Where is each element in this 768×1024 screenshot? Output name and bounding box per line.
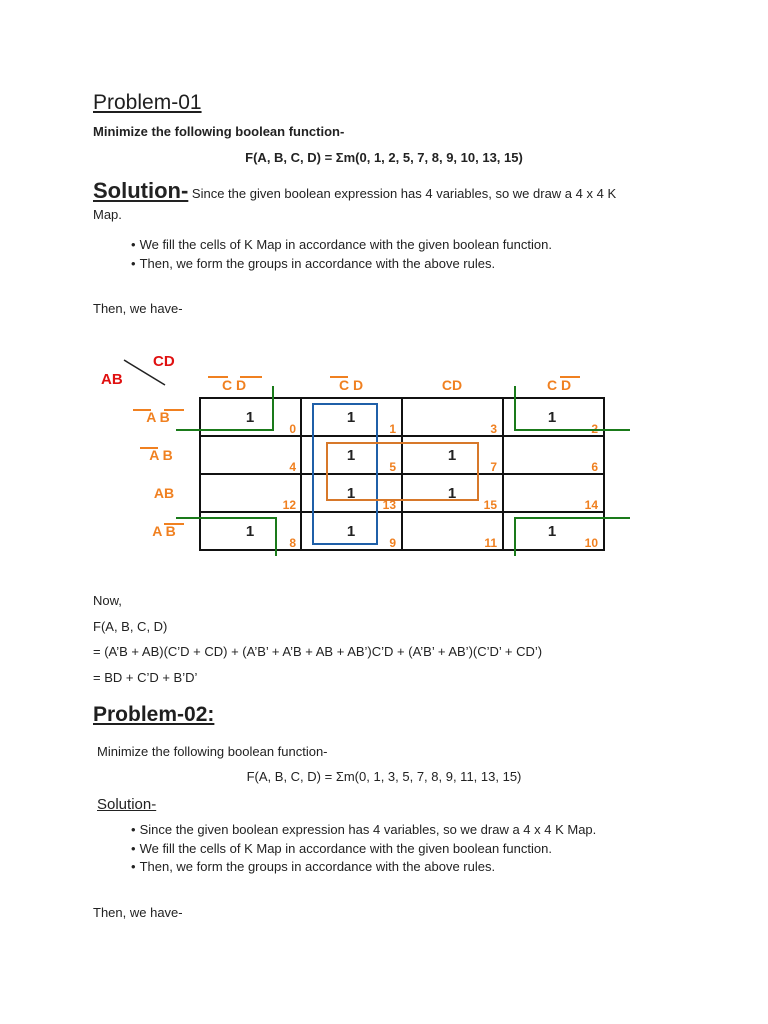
problem2-solution-heading: Solution- bbox=[97, 796, 157, 813]
kmap-cell-number: 9 bbox=[389, 536, 396, 550]
problem2-function: F(A, B, C, D) = Σm(0, 1, 3, 5, 7, 8, 9, 11, 13, 15) bbox=[246, 769, 522, 784]
kmap-col-header: C D bbox=[338, 377, 364, 393]
kmap-cell-number: 13 bbox=[382, 498, 396, 512]
kmap-cell-number: 1 bbox=[389, 422, 396, 436]
problem2-subtitle: Minimize the following boolean function- bbox=[97, 744, 328, 759]
kmap-corner-left: AB bbox=[101, 371, 123, 388]
problem1-then: Then, we have- bbox=[93, 301, 183, 316]
kmap-cell-number: 15 bbox=[483, 498, 497, 512]
problem1-solution-text: Since the given boolean expression has 4 variables, so we draw a 4 x 4 K bbox=[188, 186, 617, 201]
problem1-subtitle: Minimize the following boolean function- bbox=[93, 124, 345, 139]
kmap-one: 1 bbox=[547, 523, 557, 540]
problem1-solution bbox=[93, 178, 673, 203]
problem1-function: F(A, B, C, D) = Σm(0, 1, 2, 5, 7, 8, 9, 10, 13, 15) bbox=[245, 150, 523, 165]
kmap-col-header: C D bbox=[221, 377, 247, 393]
kmap-one: 1 bbox=[447, 485, 457, 502]
kmap-one: 1 bbox=[346, 523, 356, 540]
problem2-then: Then, we have- bbox=[93, 905, 183, 920]
kmap-one: 1 bbox=[346, 485, 356, 502]
kmap-cell-number: 4 bbox=[289, 460, 296, 474]
kmap-one: 1 bbox=[346, 409, 356, 426]
problem1-solution-text-cont: Map. bbox=[93, 207, 122, 222]
kmap-cell-number: 10 bbox=[584, 536, 598, 550]
problem1-eq3: = BD + C’D + B’D’ bbox=[93, 670, 198, 685]
list-item: • We fill the cells of K Map in accordance with the given boolean function. bbox=[131, 840, 596, 859]
kmap-cell-number: 11 bbox=[484, 536, 497, 550]
kmap-one: 1 bbox=[447, 447, 457, 464]
kmap-cell-number: 2 bbox=[591, 422, 598, 436]
problem1-solution-heading: Solution- bbox=[93, 178, 189, 203]
kmap-col-header: C D bbox=[546, 377, 572, 393]
list-item: • Then, we form the groups in accordance with the above rules. bbox=[131, 255, 552, 274]
problem1-now: Now, bbox=[93, 593, 122, 608]
problem2-title: Problem-02: bbox=[93, 703, 215, 726]
list-item: • We fill the cells of K Map in accordance with the given boolean function. bbox=[131, 236, 552, 255]
kmap-cell-number: 3 bbox=[490, 422, 497, 436]
kmap-one: 1 bbox=[547, 409, 557, 426]
kmap-row-header: A B bbox=[146, 409, 170, 425]
kmap-cell-number: 14 bbox=[584, 498, 598, 512]
kmap-row-header: A B bbox=[152, 523, 176, 539]
kmap-cell-number: 0 bbox=[289, 422, 296, 436]
kmap-row-header: A B bbox=[149, 447, 173, 463]
kmap-row-header: AB bbox=[153, 485, 175, 501]
kmap-diagram bbox=[90, 345, 650, 560]
kmap-one: 1 bbox=[245, 409, 255, 426]
kmap-cell-number: 12 bbox=[282, 498, 296, 512]
kmap-cell-number: 7 bbox=[490, 460, 497, 474]
list-item: • Then, we form the groups in accordance with the above rules. bbox=[131, 858, 596, 877]
problem1-bullets bbox=[131, 236, 552, 273]
problem1-eq2: = (A’B + AB)(C’D + CD) + (A’B’ + A’B + AB + AB’)C’D + (A’B’ + AB’)(C’D’ + CD’) bbox=[93, 644, 543, 659]
kmap-cell-number: 6 bbox=[591, 460, 598, 474]
kmap-cell-number: 8 bbox=[289, 536, 296, 550]
problem1-title: Problem-01 bbox=[93, 91, 202, 114]
list-item: • Since the given boolean expression has 4 variables, so we draw a 4 x 4 K Map. bbox=[131, 821, 596, 840]
kmap-corner-top: CD bbox=[153, 353, 175, 370]
problem2-bullets bbox=[131, 821, 596, 877]
kmap-one: 1 bbox=[245, 523, 255, 540]
kmap-cell-number: 5 bbox=[389, 460, 396, 474]
kmap-col-header: CD bbox=[441, 377, 463, 393]
kmap-one: 1 bbox=[346, 447, 356, 464]
problem1-eq1: F(A, B, C, D) bbox=[93, 619, 168, 634]
